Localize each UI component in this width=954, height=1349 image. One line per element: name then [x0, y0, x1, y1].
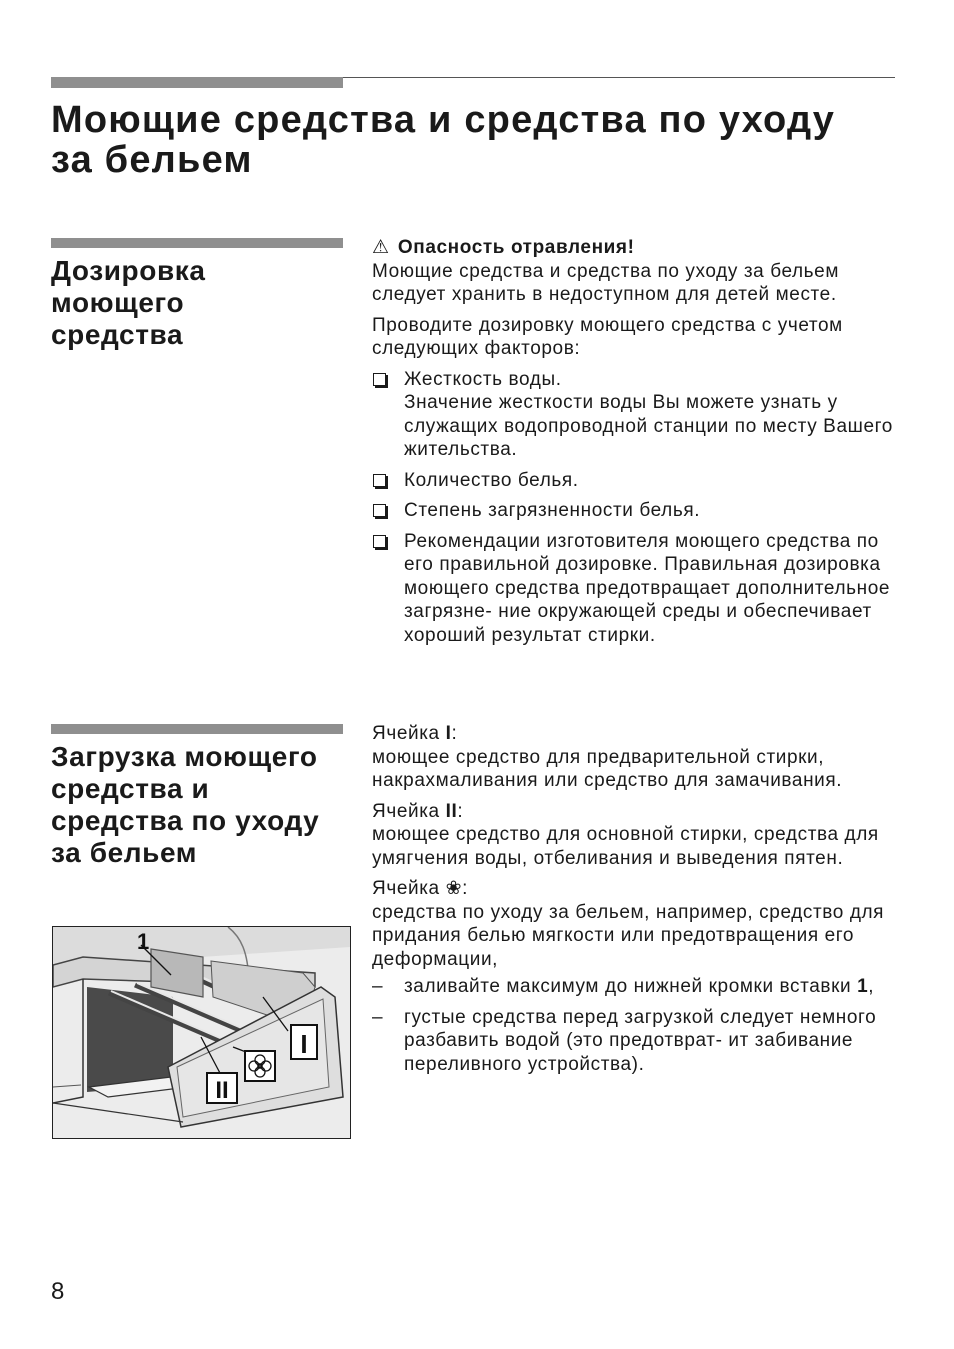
list-item-note: Значение жесткости воды Вы можете узнать у служащих водопроводной станции по месту Вашего жительства. [404, 392, 893, 460]
cell-2-mark: II [445, 800, 458, 822]
section-heading-loading: Загрузка моющего средства и средства по уходу за бельем [51, 741, 320, 868]
list-item-text: заливайте максимум до нижней кромки вставки [404, 976, 852, 997]
list-item [372, 469, 912, 493]
detergent-drawer-illustration [52, 926, 351, 1139]
list-item-text: Степень загрязненности белья. [404, 500, 701, 521]
page-title: Моющие средства и средства по уходу за бельем [51, 99, 836, 181]
section-rule-loading [51, 724, 343, 734]
checkbox-bullet-icon [373, 504, 386, 517]
cell-1-description: Ячейка I: моющее средство для предварительной стирки, накрахмаливания или средство для замачивания. [372, 723, 843, 791]
cell-2-description: Ячейка II: моющее средство для основной стирки, средства для умягчения воды, отбеливания и выведения пятен. [372, 800, 879, 869]
section-heading-dosing: Дозировка моющего средства [51, 255, 206, 350]
warning-triangle-icon: ⚠ [372, 237, 390, 258]
list-item-text: Жесткость воды. [404, 368, 562, 390]
list-item [372, 530, 912, 648]
cell-word: Ячейка [372, 800, 440, 822]
list-item [372, 975, 912, 999]
dash-bullet: – [372, 976, 384, 997]
section-rule-dosing [51, 238, 343, 248]
cell-word: Ячейка [372, 723, 440, 744]
warning [372, 236, 912, 307]
dash-bullet: – [372, 1006, 384, 1028]
compartment-2-label: II [215, 1077, 229, 1104]
top-rule-accent [51, 77, 343, 88]
detergent-drawer-drawing [53, 927, 350, 1138]
page-number: 8 [51, 1278, 65, 1305]
checkbox-bullet-icon [373, 373, 386, 386]
warning-heading [372, 237, 635, 258]
cell-1-text: моющее средство для предварительной стирки, накрахмаливания или средство для замачивания. [372, 746, 843, 791]
cell-word: Ячейка [372, 878, 440, 899]
insert-label: 1 [137, 929, 150, 954]
list-item-note: Правильная дозировка моющего средства предотвращает дополнительное загрязне- ние окружающей среды и обеспечивает хороший результат стирки. [404, 554, 891, 646]
list-item-text: густые средства перед загрузкой следует немного разбавить водой (это предотврат- ит забивание переливного устройства). [404, 1006, 877, 1075]
cell-1-mark: I [445, 723, 452, 744]
list-item-text: Рекомендации изготовителя моющего средства по его правильной дозировке. [404, 530, 879, 575]
list-item [372, 499, 912, 523]
cell-3-description: Ячейка ❀: средства по уходу за бельем, например, средство для придания белью мягкости или предотвращения его деформации, [372, 878, 885, 970]
list-item [372, 1006, 912, 1077]
cell-2-text: моющее средство для основной стирки, средства для умягчения воды, отбеливания и выведения пятен. [372, 824, 879, 869]
dosing-body [372, 236, 912, 654]
cell-3-text: средства по уходу за бельем, например, средство для придания белью мягкости или предотвращения его деформации, [372, 901, 885, 970]
warning-title: Опасность отравления! [397, 237, 635, 258]
insert-reference: 1 [857, 976, 869, 997]
compartment-1-label: I [300, 1029, 308, 1059]
checkbox-bullet-icon [373, 535, 386, 548]
softener-flower-icon: ❀ [445, 878, 463, 899]
warning-text: Моющие средства и средства по уходу за бельем следует хранить в недоступном для детей месте. [372, 260, 840, 305]
dosing-intro: Проводите дозировку моющего средства с учетом следующих факторов: [372, 314, 843, 359]
loading-body [372, 722, 912, 1083]
punctuation: , [868, 976, 875, 997]
list-item [372, 368, 912, 462]
list-item-text: Количество белья. [404, 469, 579, 491]
checkbox-bullet-icon [373, 474, 386, 487]
